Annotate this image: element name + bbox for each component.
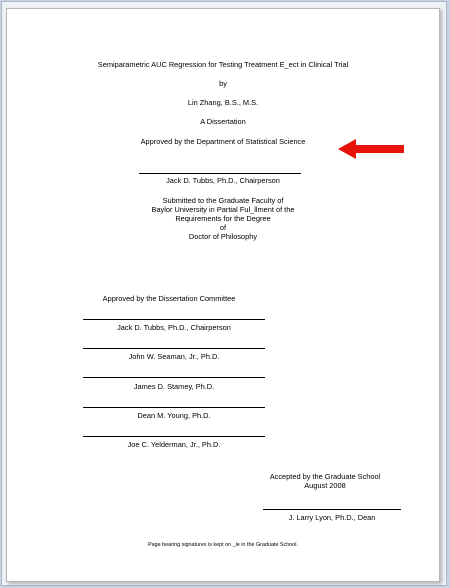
submitted-line-4: of <box>219 223 227 232</box>
department-approval: Approved by the Department of Statistical Science <box>140 137 306 146</box>
dean-signature-line <box>263 509 401 510</box>
submitted-line-2: Baylor University in Partial Ful_llment of the <box>151 205 295 214</box>
committee-signature-line <box>83 377 265 378</box>
chair-signature-line <box>139 173 301 174</box>
red-arrow-icon <box>338 139 406 159</box>
document-page <box>6 8 440 582</box>
submitted-line-5: Doctor of Philosophy <box>188 232 258 241</box>
author-name: Lin Zhang, B.S., M.S. <box>187 98 259 107</box>
chair-signature-name: Jack D. Tubbs, Ph.D., Chairperson <box>166 176 280 185</box>
dissertation-title: Semiparametric AUC Regression for Testing Treatment E_ect in Clinical Trial <box>97 60 349 69</box>
committee-member-5: Joe C. Yelderman, Jr., Ph.D. <box>127 440 221 449</box>
committee-heading: Approved by the Dissertation Committee <box>102 294 236 303</box>
by-label: by <box>219 79 227 88</box>
committee-signature-line <box>83 348 265 349</box>
document-type: A Dissertation <box>200 117 246 126</box>
committee-signature-line <box>83 319 265 320</box>
committee-member-3: James D. Stamey, Ph.D. <box>133 382 215 391</box>
committee-signature-line <box>83 436 265 437</box>
submitted-line-3: Requirements for the Degree <box>175 214 271 223</box>
accepted-line-1: Accepted by the Graduate School <box>269 472 381 481</box>
committee-signature-line <box>83 407 265 408</box>
committee-member-1: Jack D. Tubbs, Ph.D., Chairperson <box>117 323 231 332</box>
accepted-line-2: August 2008 <box>304 481 346 490</box>
submitted-line-1: Submitted to the Graduate Faculty of <box>162 196 284 205</box>
dean-signature-name: J. Larry Lyon, Ph.D., Dean <box>288 513 376 522</box>
committee-member-2: John W. Seaman, Jr., Ph.D. <box>128 352 220 361</box>
footnote: Page bearing signatures is kept on _le in the Graduate School. <box>148 542 298 548</box>
committee-member-4: Dean M. Young, Ph.D. <box>137 411 211 420</box>
document-viewer <box>1 1 447 586</box>
